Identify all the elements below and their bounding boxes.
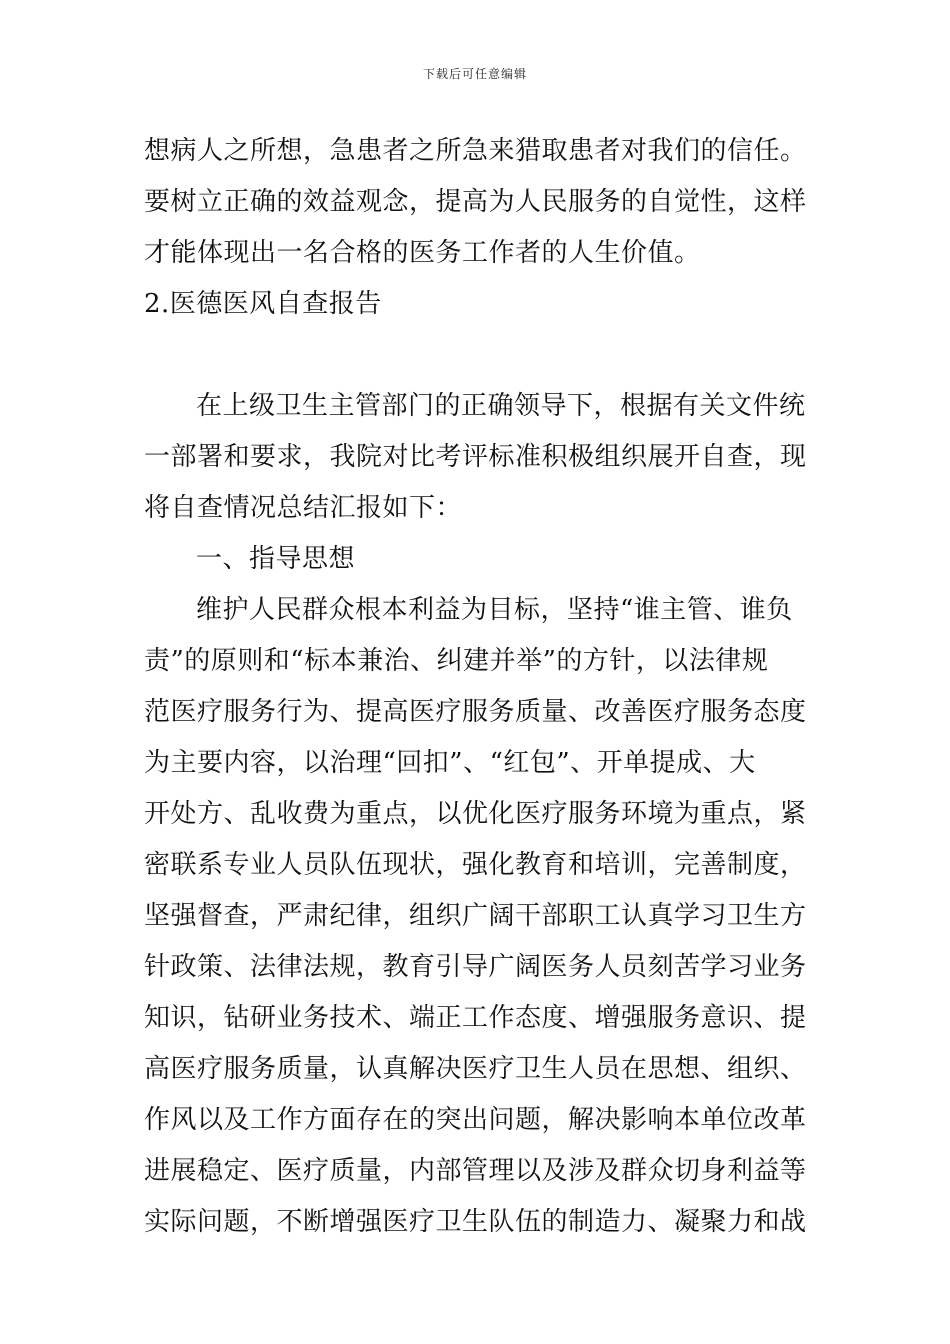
blank-line (144, 330, 808, 381)
paragraph-line: 实际问题，不断增强医疗卫生队伍的制造力、凝聚力和战 (144, 1207, 807, 1237)
paragraph-line: 坚强督查，严肃纪律，组织广阔干部职工认真学习卫生方 (144, 901, 807, 931)
paragraph-line: 责”的原则和“标本兼治、纠建并举”的方针，以法律规 (144, 646, 769, 676)
paragraph-line: 一部署和要求，我院对比考评标准积极组织展开自查，现 (144, 442, 807, 472)
paragraph-line: 要树立正确的效益观念，提高为人民服务的自觉性，这样 (144, 187, 807, 217)
paragraph-line: 针政策、法律法规，教育引导广阔医务人员刻苦学习业务 (144, 952, 807, 982)
paragraph-line: 为主要内容，以治理“回扣”、“红包”、开单提成、大 (144, 748, 756, 778)
subsection-heading: 一、指导思想 (196, 544, 356, 574)
paragraph-line: 密联系专业人员队伍现状，强化教育和培训，完善制度， (144, 850, 807, 880)
paragraph-line: 开处方、乱收费为重点，以优化医疗服务环境为重点，紧 (144, 799, 807, 829)
paragraph-line: 将自查情况总结汇报如下： (144, 493, 463, 523)
paragraph-line: 想病人之所想，急患者之所急来猎取患者对我们的信任。 (144, 136, 807, 166)
header-note: 下载后可任意编辑 (422, 67, 527, 81)
paragraph-line: 在上级卫生主管部门的正确领导下，根据有关文件统 (196, 391, 806, 421)
paragraph-line: 知识，钻研业务技术、端正工作态度、增强服务意识、提 (144, 1003, 807, 1033)
paragraph-line: 才能体现出一名合格的医务工作者的人生价值。 (144, 238, 701, 268)
paragraph-line: 作风以及工作方面存在的突出问题，解决影响本单位改革 (144, 1105, 807, 1135)
section-heading: 2.医德医风自查报告 (144, 289, 382, 319)
paragraph-line: 进展稳定、医疗质量，内部管理以及涉及群众切身利益等 (144, 1156, 807, 1186)
paragraph-line: 范医疗服务行为、提高医疗服务质量、改善医疗服务态度 (144, 697, 807, 727)
document-body (144, 126, 808, 1248)
paragraph-line: 高医疗服务质量，认真解决医疗卫生人员在思想、组织、 (144, 1054, 807, 1084)
paragraph-line: 维护人民群众根本利益为目标，坚持“谁主管、谁负 (196, 595, 793, 625)
